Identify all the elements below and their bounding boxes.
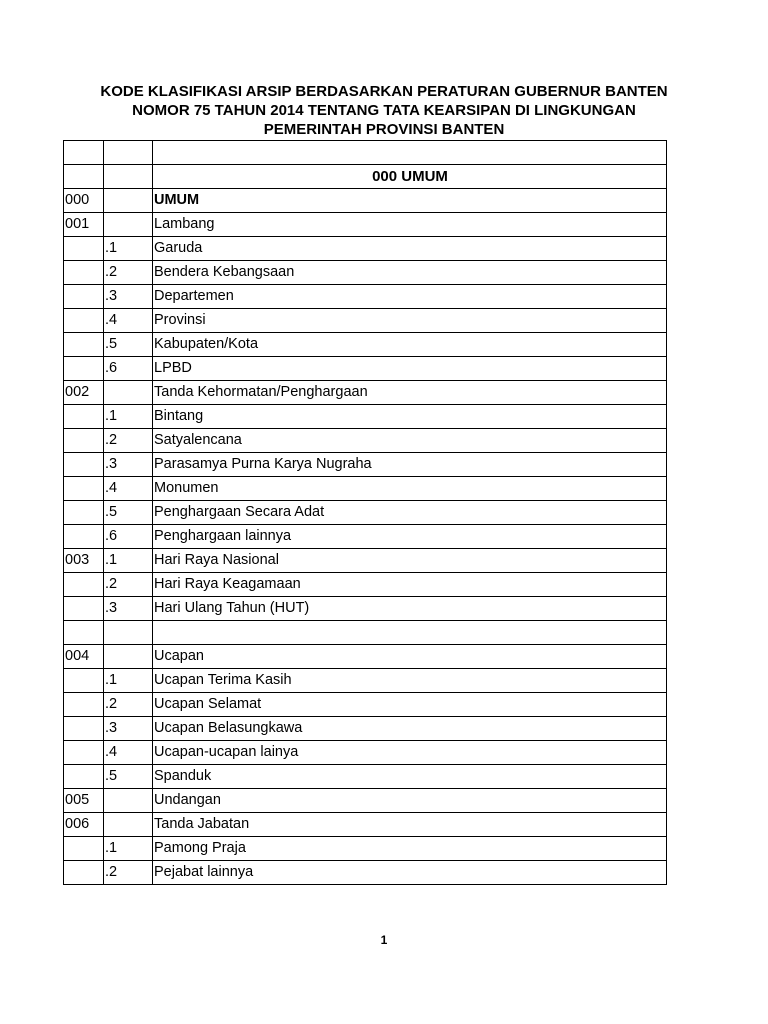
cell-sub: .1 (104, 837, 153, 861)
cell-sub (104, 165, 153, 189)
cell-code (64, 621, 104, 645)
cell-sub (104, 189, 153, 213)
table-row (64, 357, 667, 381)
page-number: 1 (380, 933, 388, 947)
table-row (64, 477, 667, 501)
cell-code (64, 333, 104, 357)
cell-sub: .1 (104, 549, 153, 573)
cell-sub: .5 (104, 501, 153, 525)
title-line-2: NOMOR 75 TAHUN 2014 TENTANG TATA KEARSIPAN DI LINGKUNGAN (132, 102, 636, 119)
table-row (64, 693, 667, 717)
cell-code (64, 717, 104, 741)
cell-code: 004 (64, 645, 104, 669)
cell-label (153, 621, 667, 645)
table-row (64, 237, 667, 261)
cell-sub: .3 (104, 597, 153, 621)
cell-code: 006 (64, 813, 104, 837)
cell-sub: .4 (104, 477, 153, 501)
cell-sub: .3 (104, 453, 153, 477)
cell-label: Ucapan Selamat (153, 693, 667, 717)
cell-sub: .6 (104, 525, 153, 549)
title-line-1: KODE KLASIFIKASI ARSIP BERDASARKAN PERATURAN GUBERNUR BANTEN (100, 83, 668, 100)
cell-code: 003 (64, 549, 104, 573)
cell-sub: .2 (104, 573, 153, 597)
table-row (64, 861, 667, 885)
cell-code (64, 597, 104, 621)
cell-label: Lambang (153, 213, 667, 237)
cell-sub: .2 (104, 429, 153, 453)
cell-label: Penghargaan Secara Adat (153, 501, 667, 525)
table-row (64, 741, 667, 765)
table-row (64, 333, 667, 357)
table-row (64, 669, 667, 693)
cell-sub: .2 (104, 261, 153, 285)
table-row (64, 525, 667, 549)
cell-sub: .5 (104, 333, 153, 357)
cell-code (64, 405, 104, 429)
cell-sub: .5 (104, 765, 153, 789)
cell-sub: .1 (104, 405, 153, 429)
cell-label: Tanda Kehormatan/Penghargaan (153, 381, 667, 405)
cell-code (64, 357, 104, 381)
cell-code (64, 765, 104, 789)
table-row (64, 813, 667, 837)
section-heading: 000 UMUM (153, 165, 667, 189)
cell-sub (104, 645, 153, 669)
cell-code (64, 693, 104, 717)
cell-label: Tanda Jabatan (153, 813, 667, 837)
cell-sub: .1 (104, 237, 153, 261)
cell-sub: .6 (104, 357, 153, 381)
cell-code (64, 741, 104, 765)
cell-label: Hari Raya Keagamaan (153, 573, 667, 597)
cell-code (64, 237, 104, 261)
table-row (64, 453, 667, 477)
cell-label: Ucapan Belasungkawa (153, 717, 667, 741)
cell-sub (104, 141, 153, 165)
cell-code: 001 (64, 213, 104, 237)
cell-label: Kabupaten/Kota (153, 333, 667, 357)
table-row (64, 765, 667, 789)
title-line-3: PEMERINTAH PROVINSI BANTEN (263, 121, 505, 138)
cell-sub (104, 213, 153, 237)
classification-table (63, 140, 667, 885)
cell-label: Garuda (153, 237, 667, 261)
cell-label: Ucapan (153, 645, 667, 669)
table-row (64, 309, 667, 333)
cell-label: Undangan (153, 789, 667, 813)
cell-label: Departemen (153, 285, 667, 309)
cell-code (64, 165, 104, 189)
table-row (64, 597, 667, 621)
cell-sub (104, 813, 153, 837)
cell-code (64, 453, 104, 477)
cell-label: Monumen (153, 477, 667, 501)
cell-label: Ucapan-ucapan lainya (153, 741, 667, 765)
cell-label: Bendera Kebangsaan (153, 261, 667, 285)
cell-label: LPBD (153, 357, 667, 381)
table-row (64, 381, 667, 405)
cell-code: 000 (64, 189, 104, 213)
cell-sub (104, 789, 153, 813)
table-row (64, 549, 667, 573)
table-row (64, 573, 667, 597)
table-row (64, 717, 667, 741)
cell-sub (104, 381, 153, 405)
cell-sub: .4 (104, 741, 153, 765)
table-row (64, 189, 667, 213)
cell-label: Pamong Praja (153, 837, 667, 861)
cell-label: Hari Raya Nasional (153, 549, 667, 573)
table-row (64, 837, 667, 861)
cell-sub: .3 (104, 717, 153, 741)
cell-label: Satyalencana (153, 429, 667, 453)
table-row (64, 789, 667, 813)
cell-code (64, 141, 104, 165)
cell-sub: .4 (104, 309, 153, 333)
cell-label: Penghargaan lainnya (153, 525, 667, 549)
cell-sub (104, 621, 153, 645)
cell-code (64, 669, 104, 693)
table-row (64, 405, 667, 429)
cell-sub: .1 (104, 669, 153, 693)
table-row (64, 213, 667, 237)
cell-code (64, 429, 104, 453)
table-row (64, 645, 667, 669)
cell-label: Bintang (153, 405, 667, 429)
cell-code (64, 573, 104, 597)
cell-code (64, 285, 104, 309)
cell-label: Ucapan Terima Kasih (153, 669, 667, 693)
cell-label (153, 141, 667, 165)
cell-sub: .2 (104, 693, 153, 717)
cell-label: Hari Ulang Tahun (HUT) (153, 597, 667, 621)
cell-code (64, 837, 104, 861)
cell-code: 002 (64, 381, 104, 405)
cell-code (64, 309, 104, 333)
table-row (64, 501, 667, 525)
cell-label: Parasamya Purna Karya Nugraha (153, 453, 667, 477)
cell-code (64, 477, 104, 501)
table-row-blank-top (64, 141, 667, 165)
table-row (64, 285, 667, 309)
section-heading-row (64, 165, 667, 189)
cell-label: UMUM (153, 189, 667, 213)
cell-code (64, 501, 104, 525)
cell-code (64, 861, 104, 885)
table-row (64, 261, 667, 285)
document-title (64, 82, 704, 139)
cell-label: Pejabat lainnya (153, 861, 667, 885)
cell-code (64, 525, 104, 549)
cell-label: Spanduk (153, 765, 667, 789)
cell-sub: .3 (104, 285, 153, 309)
table-row (64, 429, 667, 453)
cell-sub: .2 (104, 861, 153, 885)
cell-code: 005 (64, 789, 104, 813)
cell-label: Provinsi (153, 309, 667, 333)
table-row (64, 621, 667, 645)
cell-code (64, 261, 104, 285)
